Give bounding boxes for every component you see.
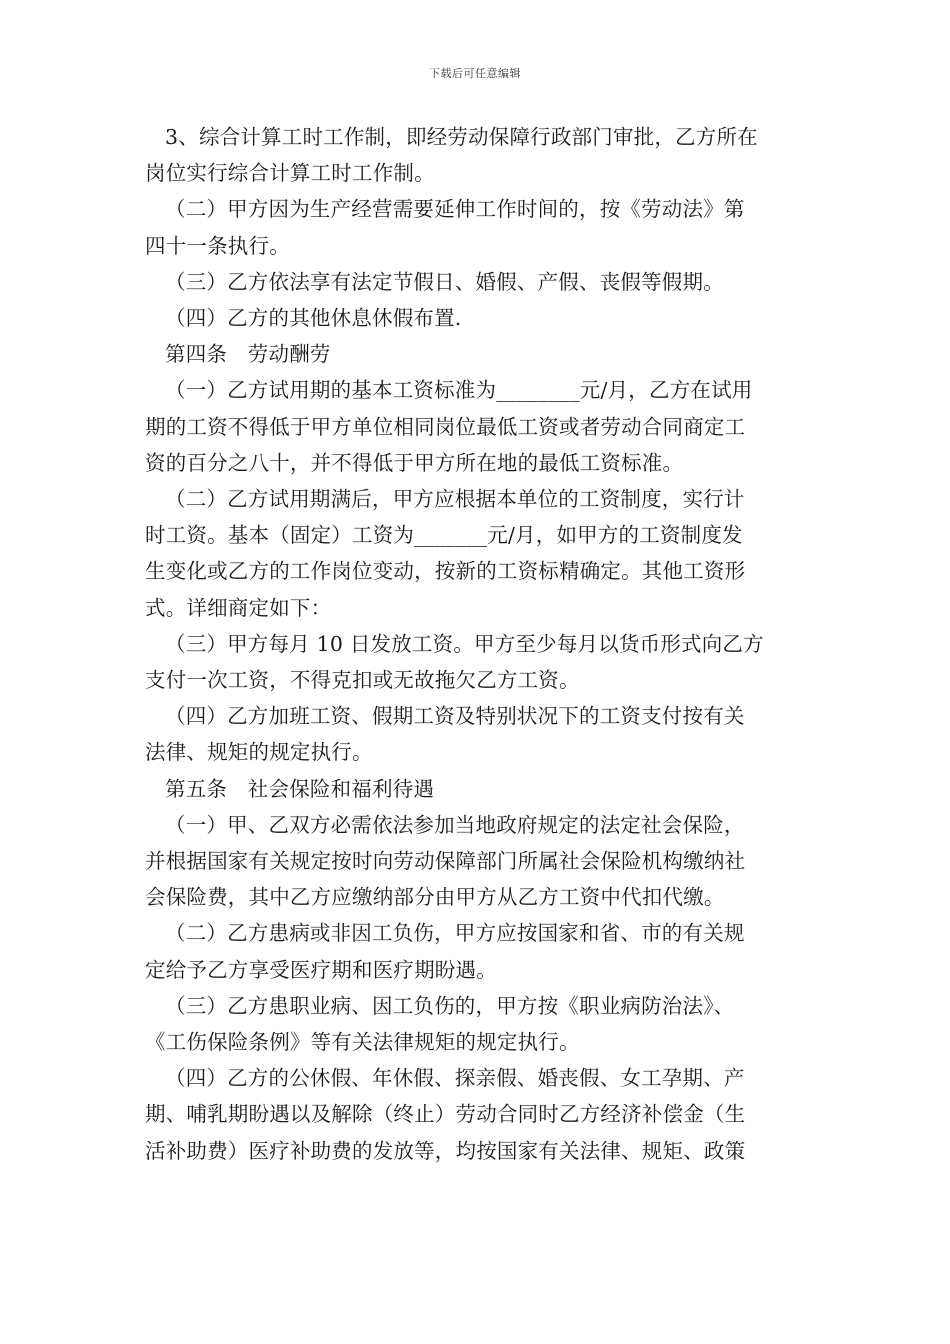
text-line: 支付一次工资，不得克扣或无故拖欠乙方工资。 xyxy=(145,668,580,693)
text-line: （一）甲、乙双方必需依法参加当地政府规定的法定社会保险， xyxy=(165,812,745,837)
text-line: （三）乙方依法享有法定节假日、婚假、产假、丧假等假期。 xyxy=(165,269,724,294)
text-line: 四十一条执行。 xyxy=(145,233,290,258)
text-line: （四）乙方加班工资、假期工资及特别状况下的工资支付按有关 xyxy=(165,704,745,729)
text-line: （二）甲方因为生产经营需要延伸工作时间的，按《劳动法》第 xyxy=(165,197,745,222)
text-line: 岗位实行综合计算工时工作制。 xyxy=(145,161,435,186)
text-line: 3、综合计算工时工作制，即经劳动保障行政部门审批，乙方所在 xyxy=(165,125,758,149)
text-line: 式。详细商定如下： xyxy=(145,595,332,620)
text-line: 《工伤保险条例》等有关法律规矩的规定执行。 xyxy=(145,1030,580,1055)
text-line: （一）乙方试用期的基本工资标准为________元/月，乙方在试用 xyxy=(165,378,753,403)
text-line: （四）乙方的其他休息休假布置. xyxy=(165,306,462,331)
text-line: 法律、规矩的规定执行。 xyxy=(145,740,373,765)
text-line: 期、哺乳期盼遇以及解除（终止）劳动合同时乙方经济补偿金（生 xyxy=(145,1102,746,1127)
text-line: （二）乙方患病或非因工负伤，甲方应按国家和省、市的有关规 xyxy=(165,921,745,946)
text-line: （四）乙方的公休假、年休假、探亲假、婚丧假、女工孕期、产 xyxy=(165,1066,745,1091)
text-line: 时工资。基本（固定）工资为_______元/月，如甲方的工资制度发 xyxy=(145,523,743,548)
page-header: 下载后可任意编辑 xyxy=(429,67,521,80)
text-line: （三）乙方患职业病、因工负伤的，甲方按《职业病防治法》、 xyxy=(165,993,735,1018)
text-line: 会保险费，其中乙方应缴纳部分由甲方从乙方工资中代扣代缴。 xyxy=(145,885,725,910)
text-line: （三）甲方每月 10 日发放工资。甲方至少每月以货币形式向乙方 xyxy=(165,631,764,656)
text-line: 活补助费）医疗补助费的发放等，均按国家有关法律、规矩、政策 xyxy=(145,1138,746,1163)
text-line: 定给予乙方享受医疗期和医疗期盼遇。 xyxy=(145,957,497,982)
text-line: 生变化或乙方的工作岗位变动，按新的工资标精确定。其他工资形 xyxy=(145,559,746,584)
text-line: 第五条 社会保险和福利待遇 xyxy=(165,776,435,801)
text-line: 第四条 劳动酬劳 xyxy=(165,342,331,367)
document-body xyxy=(145,119,807,1169)
text-line: 期的工资不得低于甲方单位相同岗位最低工资或者劳动合同商定工 xyxy=(145,414,746,439)
text-line: 资的百分之八十，并不得低于甲方所在地的最低工资标准。 xyxy=(145,450,684,475)
text-line: （二）乙方试用期满后，甲方应根据本单位的工资制度，实行计 xyxy=(165,487,745,512)
text-line: 并根据国家有关规定按时向劳动保障部门所属社会保险机构缴纳社 xyxy=(145,849,746,874)
